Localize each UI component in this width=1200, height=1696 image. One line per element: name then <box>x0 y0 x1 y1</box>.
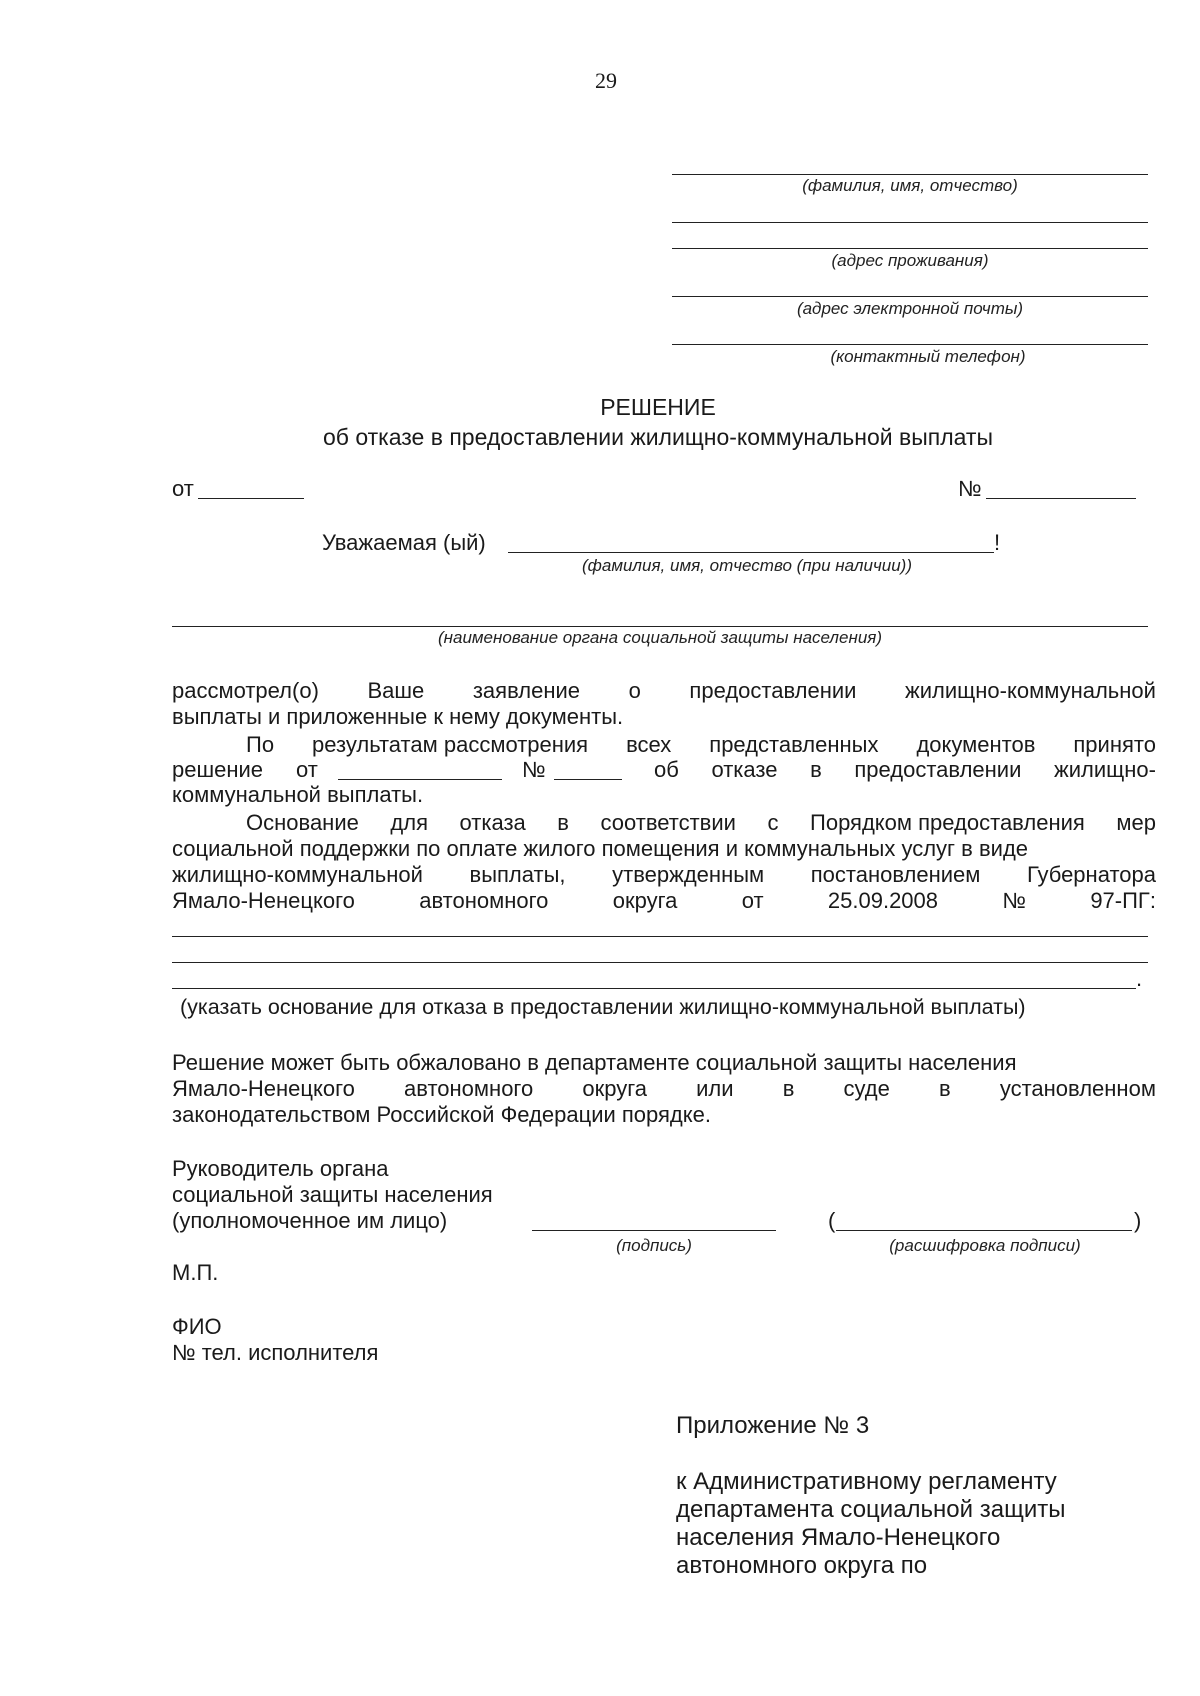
appeal-line-2 <box>172 1076 1156 1102</box>
paragraph-3-line-4 <box>172 888 1156 914</box>
date-from-label: от <box>172 476 194 501</box>
word: Ямало-Ненецкого <box>172 1076 355 1101</box>
word: выплаты, <box>469 862 566 887</box>
word: 97-ПГ: <box>1090 888 1156 913</box>
decoding-caption: (расшифровка подписи) <box>889 1236 1081 1255</box>
word: Ямало-Ненецкого <box>172 888 355 913</box>
word: принято <box>1073 732 1156 757</box>
word: Порядком предоставления <box>810 810 1085 835</box>
stamp-place: М.П. <box>172 1260 219 1285</box>
page-number: 29 <box>595 68 617 93</box>
executor-phone: № тел. исполнителя <box>172 1340 379 1365</box>
word: 25.09.2008 <box>827 888 939 913</box>
reason-end-mark: . <box>1136 966 1143 991</box>
word: представленных <box>709 732 879 757</box>
word: Основание <box>246 810 359 835</box>
document-subtitle: об отказе в предоставлении жилищно-коммунальной выплаты <box>322 424 994 450</box>
salutation-name-line <box>508 552 994 553</box>
paragraph-3-line-3 <box>172 862 1156 888</box>
word-from: от <box>296 757 318 782</box>
reason-line-3 <box>172 988 1136 989</box>
word: для <box>390 810 428 835</box>
decision-date-line <box>338 779 502 780</box>
date-field-line <box>198 498 304 499</box>
reason-line-1 <box>172 936 1148 937</box>
word: отказа <box>459 810 526 835</box>
salutation-caption: (фамилия, имя, отчество (при наличии)) <box>582 556 912 575</box>
recipient-email-line <box>672 296 1148 297</box>
word: от <box>741 888 764 913</box>
head-title-line-1: Руководитель органа <box>172 1156 389 1181</box>
paragraph-1-line-1 <box>172 678 1156 704</box>
organ-caption: (наименование органа социальной защиты населения) <box>437 628 883 647</box>
paragraph-1-line-2: выплаты и приложенные к нему документы. <box>172 704 624 729</box>
appendix-line-2: департамента социальной защиты <box>676 1496 1066 1523</box>
word: всех <box>626 732 672 757</box>
recipient-phone-caption: (контактный телефон) <box>830 347 1026 366</box>
decision-number-line <box>554 779 622 780</box>
word: жилищно- <box>1054 757 1156 782</box>
word: автономного <box>404 1076 534 1101</box>
word: Губернатора <box>1027 862 1156 887</box>
word: мер <box>1116 810 1156 835</box>
word: автономного <box>419 888 549 913</box>
reason-caption: (указать основание для отказа в предоставлении жилищно-коммунальной выплаты) <box>180 995 1026 1019</box>
word: суде <box>843 1076 890 1101</box>
appendix-line-4: автономного округа по <box>676 1552 928 1579</box>
word: округа <box>582 1076 647 1101</box>
recipient-address-caption: (адрес проживания) <box>831 251 989 270</box>
word: постановлением <box>810 862 981 887</box>
word: в <box>810 757 822 782</box>
word: документов <box>916 732 1036 757</box>
word: об <box>654 757 679 782</box>
organ-name-line <box>172 626 1148 627</box>
decoding-close-paren: ) <box>1134 1208 1142 1233</box>
word: о <box>628 678 641 703</box>
number-field-line <box>986 498 1136 499</box>
paragraph-3-line-2: социальной поддержки по оплате жилого помещения и коммунальных услуг в виде <box>172 836 1029 861</box>
head-title-line-3: (уполномоченное им лицо) <box>172 1208 448 1233</box>
recipient-fio-caption: (фамилия, имя, отчество) <box>802 176 1018 195</box>
appendix-title: Приложение № 3 <box>676 1412 870 1439</box>
paragraph-2-line-3: коммунальной выплаты. <box>172 782 424 807</box>
recipient-address-line-1 <box>672 222 1148 223</box>
decoding-open-paren: ( <box>828 1208 836 1233</box>
recipient-phone-line <box>672 344 1148 345</box>
signature-line <box>532 1230 776 1231</box>
word: предоставлении <box>854 757 1022 782</box>
word: По <box>246 732 275 757</box>
word: заявление <box>472 678 581 703</box>
word: Ваше <box>367 678 425 703</box>
word: рассмотрел(о) <box>172 678 319 703</box>
word: предоставлении <box>689 678 857 703</box>
recipient-address-line-2 <box>672 248 1148 249</box>
word: отказе <box>711 757 778 782</box>
salutation-text: Уважаемая (ый) <box>322 530 486 555</box>
word: установленном <box>999 1076 1156 1101</box>
signature-caption: (подпись) <box>616 1236 692 1255</box>
word: утвержденным <box>612 862 765 887</box>
appeal-line-3: законодательством Российской Федерации порядке. <box>172 1102 711 1127</box>
word: в <box>939 1076 951 1101</box>
word: в <box>782 1076 795 1101</box>
reason-line-2 <box>172 962 1148 963</box>
recipient-email-caption: (адрес электронной почты) <box>796 299 1024 318</box>
appeal-line-1: Решение может быть обжаловано в департаменте социальной защиты населения <box>172 1050 1017 1075</box>
decision-number-label: № <box>522 757 546 782</box>
number-label: № <box>958 476 982 501</box>
paragraph-3-line-1 <box>246 810 1156 836</box>
word-decision: решение <box>172 757 264 782</box>
word: или <box>696 1076 734 1101</box>
word: жилищно-коммунальной <box>905 678 1156 703</box>
word: в <box>557 810 569 835</box>
salutation-end-mark: ! <box>994 530 1001 555</box>
executor-fio: ФИО <box>172 1314 222 1339</box>
paragraph-2-line-2-tail <box>654 757 1156 783</box>
word: результатам рассмотрения <box>312 732 589 757</box>
head-title-line-2: социальной защиты населения <box>172 1182 493 1207</box>
appendix-line-3: населения Ямало-Ненецкого <box>676 1524 1001 1551</box>
appendix-line-1: к Административному регламенту <box>676 1468 1057 1495</box>
word: жилищно-коммунальной <box>172 862 423 887</box>
recipient-fio-line <box>672 174 1148 175</box>
document-title: РЕШЕНИЕ <box>600 394 716 420</box>
paragraph-2-line-1 <box>246 732 1156 758</box>
word: соответствии <box>600 810 736 835</box>
word: округа <box>612 888 678 913</box>
decoding-line <box>836 1230 1132 1231</box>
word: с <box>767 810 779 835</box>
word: № <box>1002 888 1026 913</box>
